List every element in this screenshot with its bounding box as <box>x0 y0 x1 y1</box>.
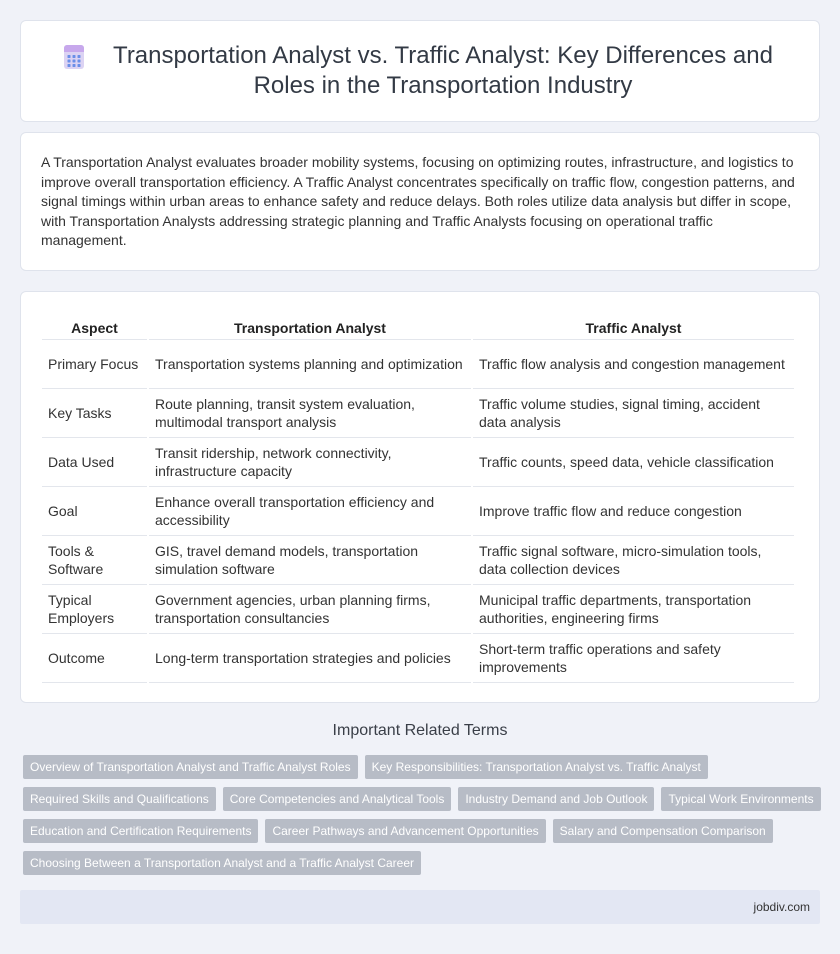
summary-card <box>20 132 820 271</box>
related-term-tag[interactable]: Typical Work Environments <box>661 787 820 811</box>
related-terms-list <box>23 755 823 875</box>
table-row <box>42 389 794 438</box>
row-transportation-value: Enhance overall transportation efficiency and accessibility <box>149 487 471 536</box>
related-term-tag[interactable]: Industry Demand and Job Outlook <box>458 787 654 811</box>
related-term-tag[interactable]: Education and Certification Requirements <box>23 819 258 843</box>
table-row <box>42 487 794 536</box>
row-aspect: Primary Focus <box>42 340 147 389</box>
row-transportation-value: Government agencies, urban planning firms, transportation consultancies <box>149 585 471 634</box>
row-aspect: Key Tasks <box>42 389 147 438</box>
row-transportation-value: GIS, travel demand models, transportation simulation software <box>149 536 471 585</box>
footer-site-link[interactable]: jobdiv.com <box>20 890 820 924</box>
summary-text: A Transportation Analyst evaluates broader mobility systems, focusing on optimizing routes, infrastructure, and logistics to improve overall transportation efficiency. A Traffic Analyst concentrates specifically on traffic flow, congestion patterns, and signal timings within urban areas to enhance safety and reduce delays. Both roles utilize data analysis but differ in scope, with Transportation Analysts addressing strategic planning and Traffic Analysts focusing on operational traffic management. <box>41 154 795 248</box>
row-traffic-value: Traffic counts, speed data, vehicle classification <box>473 438 794 487</box>
page-title: Transportation Analyst vs. Traffic Analyst: Key Differences and Roles in the Transportation Industry <box>113 42 773 99</box>
row-transportation-value: Long-term transportation strategies and policies <box>149 634 471 683</box>
comparison-table <box>40 312 796 683</box>
related-term-tag[interactable]: Overview of Transportation Analyst and Traffic Analyst Roles <box>23 755 358 779</box>
header-aspect: Aspect <box>42 312 147 340</box>
row-traffic-value: Improve traffic flow and reduce congestion <box>473 487 794 536</box>
row-aspect: Data Used <box>42 438 147 487</box>
related-term-tag[interactable]: Required Skills and Qualifications <box>23 787 216 811</box>
header-traffic-analyst: Traffic Analyst <box>473 312 794 340</box>
table-row <box>42 634 794 683</box>
related-terms-title: Important Related Terms <box>332 722 508 739</box>
row-aspect: Tools & Software <box>42 536 147 585</box>
table-row <box>42 536 794 585</box>
row-transportation-value: Transportation systems planning and optimization <box>149 340 471 389</box>
related-term-tag[interactable]: Key Responsibilities: Transportation Analyst vs. Traffic Analyst <box>365 755 708 779</box>
table-row <box>42 585 794 634</box>
row-aspect: Outcome <box>42 634 147 683</box>
row-traffic-value: Traffic signal software, micro-simulation tools, data collection devices <box>473 536 794 585</box>
row-traffic-value: Traffic volume studies, signal timing, accident data analysis <box>473 389 794 438</box>
row-transportation-value: Route planning, transit system evaluation, multimodal transport analysis <box>149 389 471 438</box>
related-term-tag[interactable]: Salary and Compensation Comparison <box>553 819 773 843</box>
related-term-tag[interactable]: Career Pathways and Advancement Opportunities <box>265 819 545 843</box>
header-transportation-analyst: Transportation Analyst <box>149 312 471 340</box>
row-aspect: Typical Employers <box>42 585 147 634</box>
title-card <box>20 20 820 122</box>
table-header-row <box>42 312 794 340</box>
row-traffic-value: Short-term traffic operations and safety improvements <box>473 634 794 683</box>
row-aspect: Goal <box>42 487 147 536</box>
comparison-card <box>20 291 820 703</box>
row-transportation-value: Transit ridership, network connectivity, infrastructure capacity <box>149 438 471 487</box>
related-term-tag[interactable]: Core Competencies and Analytical Tools <box>223 787 452 811</box>
table-row <box>42 340 794 389</box>
row-traffic-value: Municipal traffic departments, transportation authorities, engineering firms <box>473 585 794 634</box>
table-row <box>42 438 794 487</box>
calculator-icon <box>61 44 87 70</box>
row-traffic-value: Traffic flow analysis and congestion management <box>473 340 794 389</box>
related-term-tag[interactable]: Choosing Between a Transportation Analyst and a Traffic Analyst Career <box>23 851 421 875</box>
